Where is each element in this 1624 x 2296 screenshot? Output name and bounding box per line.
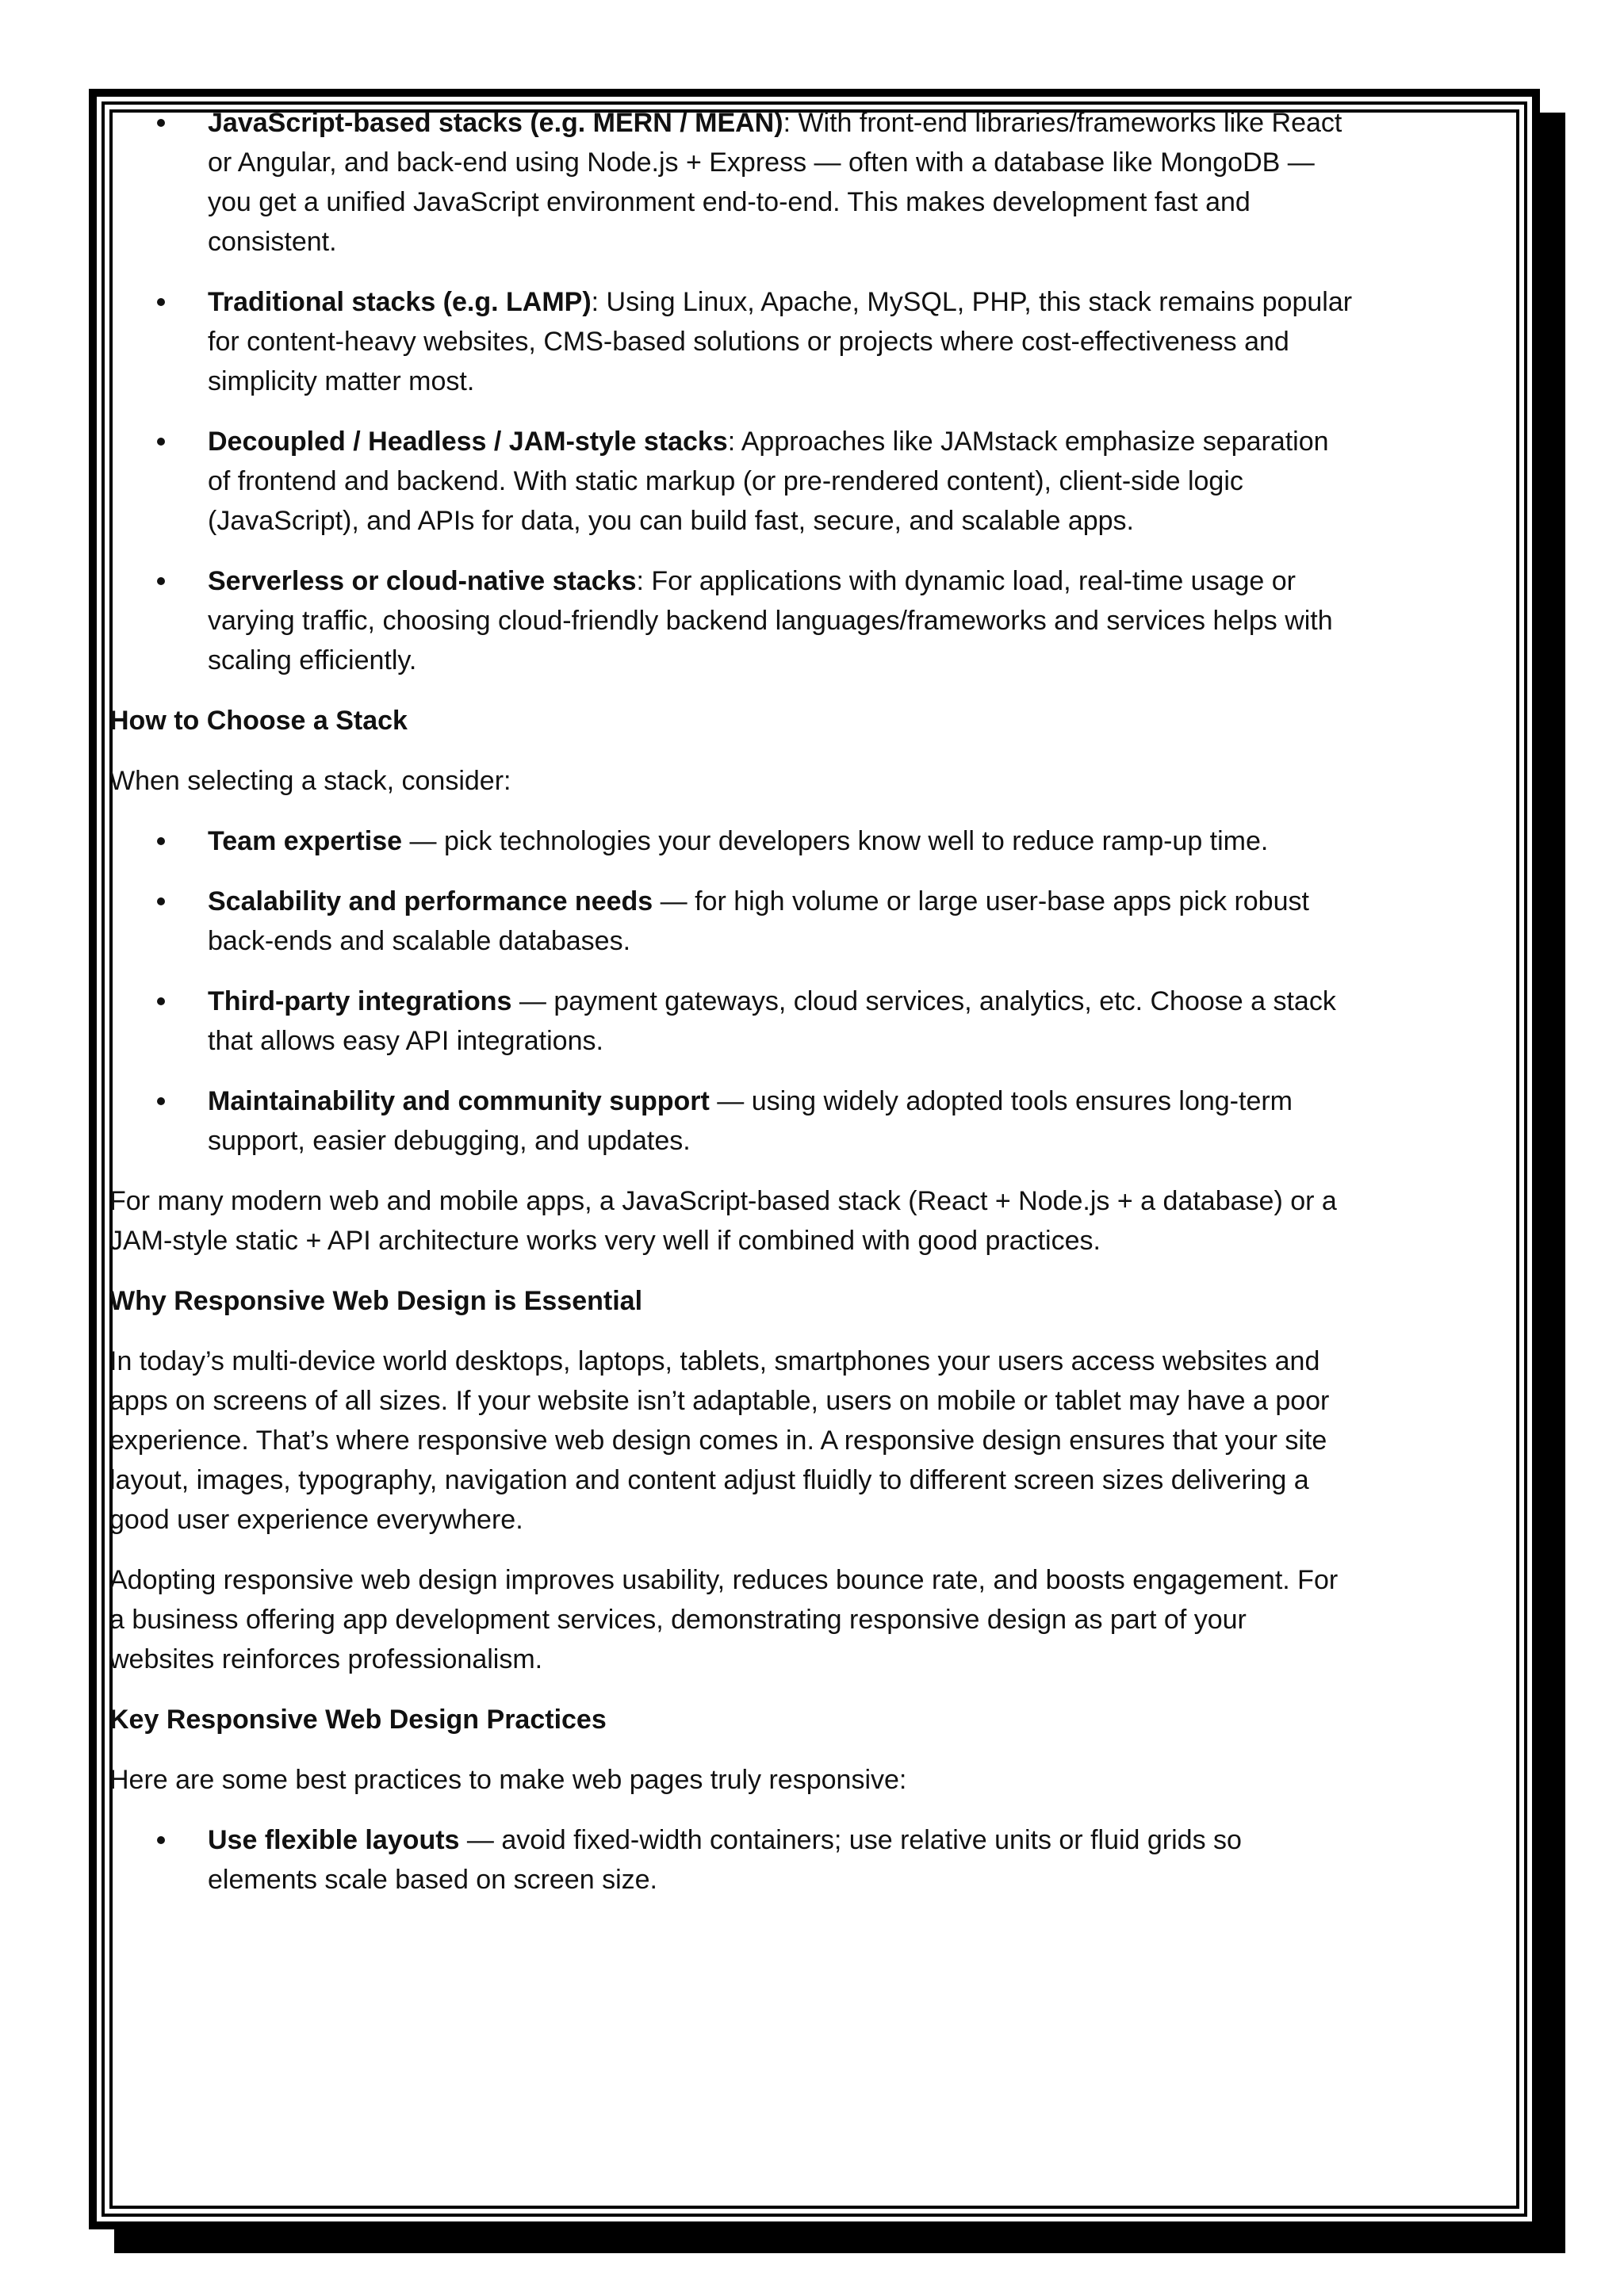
list-item [109, 821, 1354, 861]
bullet-icon [157, 997, 165, 1005]
list-item-term: Decoupled / Headless / JAM-style stacks [208, 427, 728, 457]
responsive-paragraph-2: Adopting responsive web design improves usability, reduces bounce rate, and boosts engagement. For a business offering app development services, demonstrating responsive design as part of your websites reinforces professionalism. [109, 1565, 1339, 1674]
list-item-term: Scalability and performance needs [208, 886, 653, 916]
list-item [109, 282, 1354, 401]
practices-list [109, 1820, 1354, 1900]
list-item-text: — avoid fixed-width containers; use relative units or fluid grids so elements scale based on screen size. [208, 1825, 1242, 1895]
bullet-icon [157, 897, 165, 905]
list-item [109, 1820, 1354, 1900]
list-item-term: Team expertise [208, 826, 403, 856]
practices-intro: Here are some best practices to make web pages truly responsive: [109, 1765, 907, 1795]
list-item [109, 103, 1354, 262]
list-item-text: — for high volume or large user-base apps pick robust back-ends and scalable databases. [208, 886, 1309, 956]
bullet-icon [157, 1097, 165, 1105]
responsive-paragraph-1: In today’s multi-device world desktops, laptops, tablets, smartphones your users access websites and apps on screens of all sizes. If your website isn’t adaptable, users on mobile or tablet may have a poor experience. That’s where responsive web design comes in. A responsive design ensures that your site layout, images, typography, navigation and content adjust fluidly to different screen sizes delivering a good user experience everywhere. [109, 1346, 1330, 1535]
list-item-term: Maintainability and community support [208, 1086, 710, 1116]
choose-summary: For many modern web and mobile apps, a JavaScript-based stack (React + Node.js + a database) or a JAM-style static + API architecture works very well if combined with good practices. [109, 1186, 1337, 1256]
bullet-icon [157, 438, 165, 446]
stack-types-list [109, 103, 1354, 680]
bullet-icon [157, 119, 165, 127]
list-item-text: : With front-end libraries/frameworks like React or Angular, and back-end using Node.js + Express — often with a database like MongoDB — you get a unified JavaScript environment end-to-end. This makes development fast and consistent. [208, 108, 1342, 257]
list-item [109, 882, 1354, 961]
list-item-term: Third-party integrations [208, 986, 512, 1016]
list-item-text: — using widely adopted tools ensures long-term support, easier debugging, and updates. [208, 1086, 1293, 1156]
section-heading-choose-stack: How to Choose a Stack [109, 706, 408, 736]
list-item-term: JavaScript-based stacks (e.g. MERN / MEAN) [208, 108, 783, 138]
list-item-text: : For applications with dynamic load, real-time usage or varying traffic, choosing cloud-friendly backend languages/frameworks and services helps with scaling efficiently. [208, 566, 1333, 675]
bullet-icon [157, 1836, 165, 1844]
list-item-term: Serverless or cloud-native stacks [208, 566, 637, 596]
bullet-icon [157, 298, 165, 306]
bullet-icon [157, 837, 165, 845]
list-item-term: Traditional stacks (e.g. LAMP) [208, 287, 592, 317]
list-item-text: : Using Linux, Apache, MySQL, PHP, this stack remains popular for content-heavy websites, CMS-based solutions or projects where cost-effectiveness and simplicity matter most. [208, 287, 1353, 396]
document-content [109, 103, 1354, 1920]
section-heading-practices: Key Responsive Web Design Practices [109, 1705, 607, 1735]
list-item-text: : Approaches like JAMstack emphasize separation of frontend and backend. With static markup (or pre-rendered content), client-side logic (JavaScript), and APIs for data, you can build fast, secure, and scalable apps. [208, 427, 1329, 536]
considerations-list [109, 821, 1354, 1161]
choose-intro: When selecting a stack, consider: [109, 766, 511, 796]
list-item [109, 982, 1354, 1061]
section-heading-responsive: Why Responsive Web Design is Essential [109, 1286, 643, 1316]
list-item [109, 422, 1354, 541]
list-item-text: — payment gateways, cloud services, analytics, etc. Choose a stack that allows easy API integrations. [208, 986, 1336, 1056]
list-item [109, 1081, 1354, 1161]
list-item-text: — pick technologies your developers know well to reduce ramp-up time. [402, 826, 1269, 856]
list-item-term: Use flexible layouts [208, 1825, 460, 1855]
list-item [109, 561, 1354, 680]
bullet-icon [157, 577, 165, 585]
